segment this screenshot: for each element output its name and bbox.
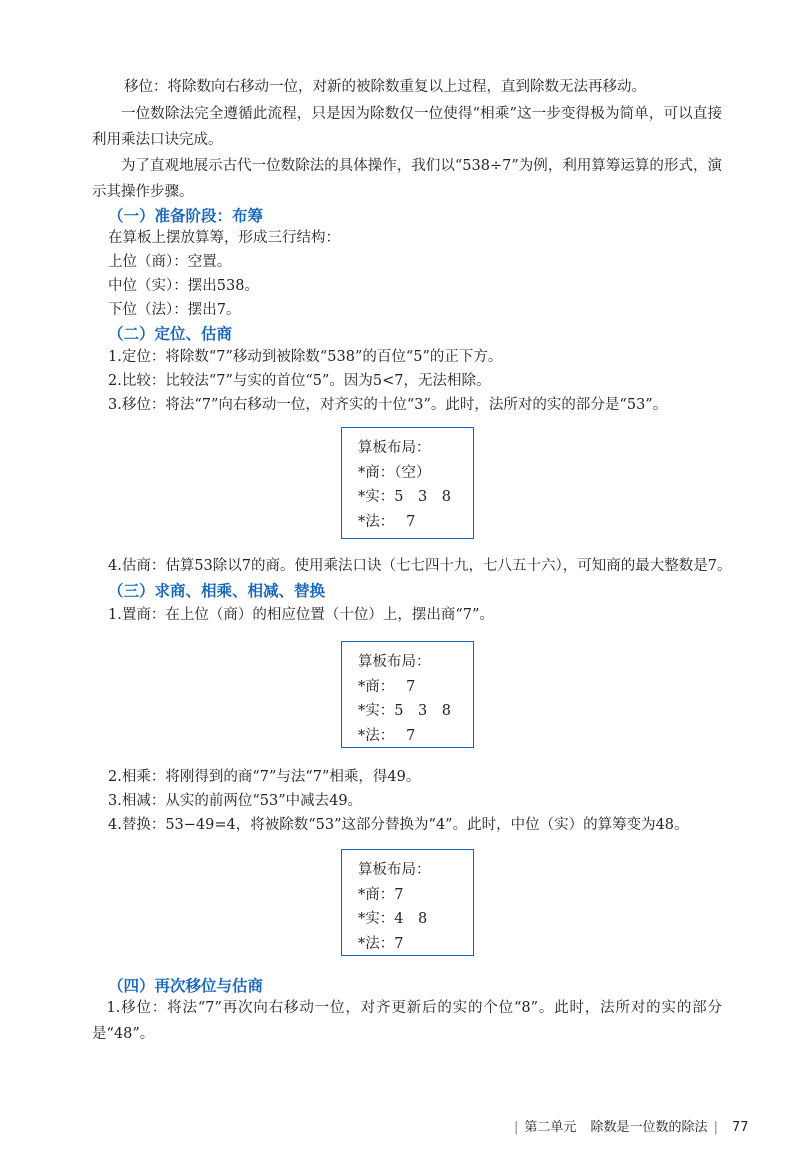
intro-paragraph-3: 为了直观地展示古代一位数除法的具体操作，我们以“538÷7”为例，利用算筹运算的形式，演示其操作步骤。: [92, 158, 722, 200]
abacus-row-dividend: *实：5 3 8: [358, 703, 451, 719]
section-1-heading: （一）准备阶段：布筹: [108, 206, 264, 225]
sec4-step-1: 1.移位：将法“7”再次向右移动一位，对齐更新后的实的个位“8”。此时，法所对的实的部分是“48”。: [92, 1000, 722, 1042]
divider: |: [713, 1120, 718, 1135]
sec3-step: 2.相乘：将刚得到的商“7”与法“7”相乘，得49。: [108, 769, 421, 785]
abacus-layout-box: [341, 641, 474, 748]
abacus-layout-box: [341, 427, 474, 539]
divider: |: [514, 1120, 519, 1135]
sec2-step-4: 4.估商：估算53除以7的商。使用乘法口诀（七七四十九，七八五十六），可知商的最大整数是7。: [108, 558, 732, 574]
sec1-line: 在算板上摆放算筹，形成三行结构：: [108, 230, 340, 246]
section-3-heading: （三）求商、相乘、相减、替换: [108, 581, 326, 600]
sec2-step: 3.移位：将法“7”向右移动一位，对齐实的十位“3”。此时，法所对的实的部分是“53”。: [108, 397, 668, 413]
sec2-step: 2.比较：比较法“7”与实的首位“5”。因为5<7，无法相除。: [108, 373, 491, 389]
abacus-row-quotient: *商： 7: [358, 678, 416, 695]
unit-label: 第二单元: [524, 1120, 577, 1135]
sec2-step: 1.定位：将除数“7”移动到被除数“538”的百位“5”的正下方。: [108, 349, 503, 365]
intro-paragraph-2: 一位数除法完全遵循此流程，只是因为除数仅一位使得“相乘”这一步变得极为简单，可以直接利用乘法口诀完成。: [92, 106, 722, 148]
abacus-layout-box: [341, 849, 474, 956]
sec1-line: 下位（法）：摆出7。: [108, 302, 241, 318]
abacus-title: 算板布局：: [358, 862, 431, 878]
abacus-row-quotient: *商：（空）: [358, 464, 431, 481]
page-number: 77: [731, 1120, 749, 1135]
abacus-title: 算板布局：: [358, 654, 431, 670]
abacus-row-dividend: *实：5 3 8: [358, 489, 451, 505]
abacus-row-divisor: *法： 7: [358, 727, 416, 744]
move-line: 移位：将除数向右移动一位，对新的被除数重复以上过程，直到除数无法再移动。: [124, 79, 646, 95]
sec3-step-1: 1.置商：在上位（商）的相应位置（十位）上，摆出商“7”。: [108, 607, 494, 623]
section-2-heading: （二）定位、估商: [108, 324, 233, 343]
chapter-title: 除数是一位数的除法: [590, 1120, 708, 1135]
abacus-row-divisor: *法： 7: [358, 513, 416, 530]
abacus-title: 算板布局：: [358, 440, 431, 456]
sec3-step: 4.替换：53−49=4，将被除数“53”这部分替换为“4”。此时，中位（实）的算筹变为48。: [108, 817, 689, 833]
abacus-row-dividend: *实：4 8: [358, 911, 428, 927]
sec1-line: 中位（实）：摆出538。: [108, 278, 259, 294]
page-footer: [508, 1116, 749, 1135]
abacus-row-quotient: *商：7: [358, 886, 404, 903]
section-4-heading: （四）再次移位与估商: [108, 976, 264, 995]
abacus-row-divisor: *法：7: [358, 935, 404, 952]
sec1-line: 上位（商）：空置。: [108, 254, 232, 270]
sec3-step: 3.相减：从实的前两位“53”中减去49。: [108, 793, 363, 809]
